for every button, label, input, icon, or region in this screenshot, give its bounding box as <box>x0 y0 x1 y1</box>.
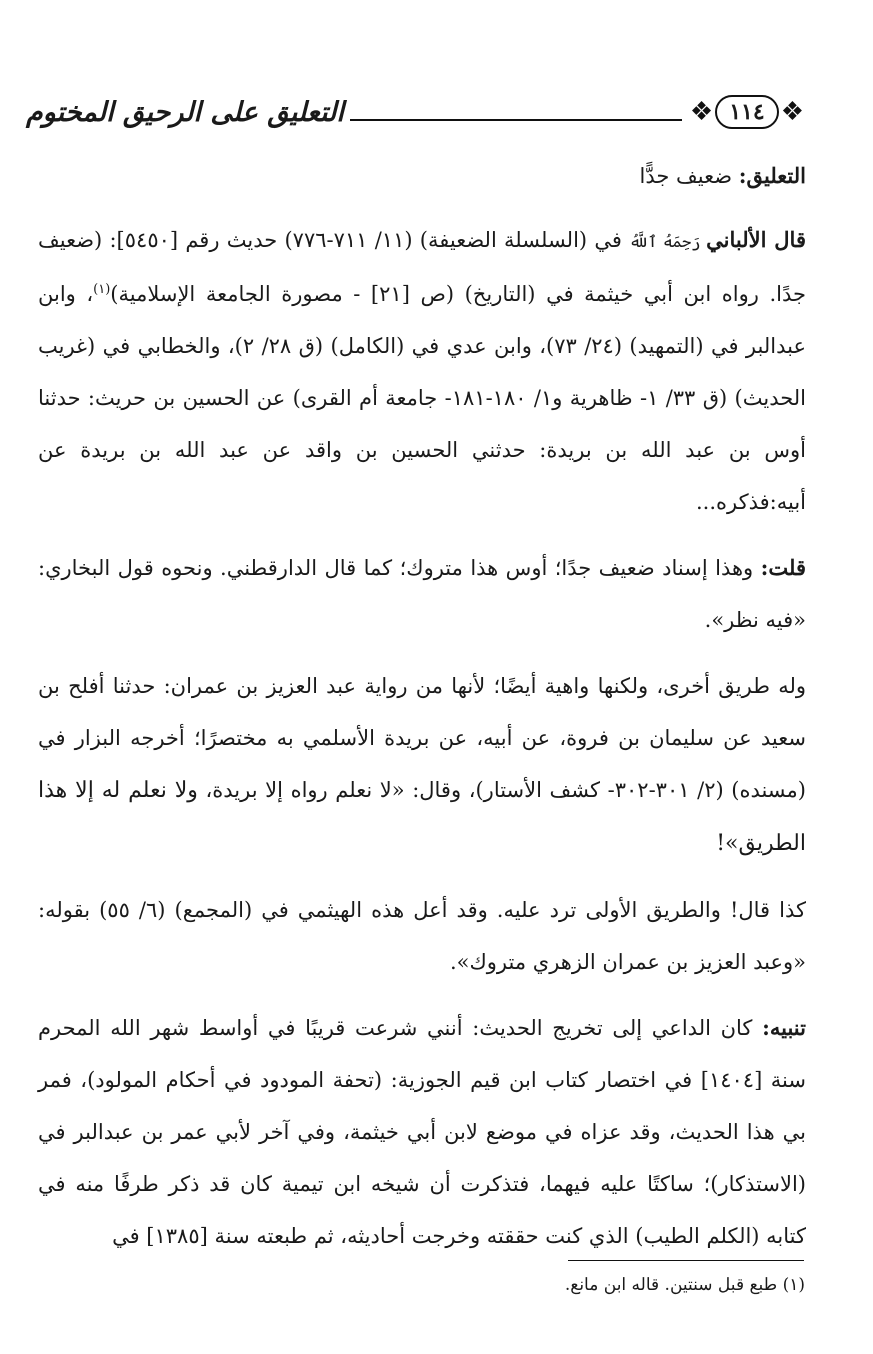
footnote: (١) طبع قبل سنتين. قاله ابن مانع. <box>564 1275 805 1295</box>
paragraph-lead: قلت: <box>760 555 806 580</box>
paragraph-haythami <box>38 884 806 988</box>
main-text <box>38 150 806 1276</box>
paragraph-text: كذا قال! والطريق الأولى ترد عليه. وقد أعل هذه الهيثمي في (المجمع) (٦/ ٥٥) بقوله: «وعبد العزيز بن عمران الزهري متروك». <box>38 898 806 974</box>
paragraph-albani <box>38 214 806 528</box>
paragraph-text: ولا نعلم له إلا هذا الطريق»! <box>38 778 806 856</box>
paragraph-text: وهذا إسناد ضعيف جدًا؛ أوس هذا متروك؛ كما قال الدارقطني. ونحوه قول البخاري: «فيه نظر». <box>38 556 806 632</box>
footnote-rule <box>568 1260 804 1261</box>
paragraph-lead: تنبيه: <box>762 1015 806 1040</box>
ornament-icon: ❖ <box>780 97 804 127</box>
paragraph-text: ، وابن عبدالبر في (التمهيد) (٢٤/ ٧٣)، وابن عدي في (الكامل) (ق ٢٨/ ٢)، والخطابي في (غريب الحديث) (ق ٣٣/ ١- ظاهرية و١/ ١٨٠-١٨١- جامعة أم القرى) عن الحسين بن حريث: حدثنا أوس بن عبد الله بن بريدة: حدثني الحسين بن واقد عن عبد الله بن بريدة عن أبيه:فذكره... <box>38 282 807 514</box>
paragraph-tanbih <box>38 1002 806 1262</box>
paragraph-text: ضعيف جدًّا <box>639 164 739 188</box>
paragraph-text: كان الداعي إلى تخريج الحديث: أنني شرعت قريبًا في أواسط شهر الله المحرم سنة [١٤٠٤] في اختصار كتاب ابن قيم الجوزية: (تحفة المودود في أحكام المولود)، فمر بي هذا الحديث، وقد عزاه في موضع لابن أبي خيثمة، وفي آخر لأبي عمر بن عبدالبر في (الاستذكار)؛ ساكتًا عليه فيهما، فتذكرت أن شيخه ابن تيمية كان قد ذكر طرفًا منه في كتابه (الكلم الطيب) الذي كنت حققته وخرجت أحاديثه، ثم طبعته سنة [١٣٨٥] في <box>38 1016 806 1248</box>
paragraph-other-route <box>38 660 806 870</box>
footnote-ref: (١) <box>93 282 111 297</box>
paragraph-qultu <box>38 542 806 646</box>
book-title: التعليق على الرحيق المختوم <box>26 96 344 128</box>
ornament-icon: ❖ <box>689 97 714 127</box>
paragraph-lead: قال الألباني <box>706 227 806 252</box>
paragraph-text: وله طريق أخرى، ولكنها واهية أيضًا؛ لأنها من رواية عبد العزيز بن عمران: حدثنا أفلح بن سعيد عن سليمان بن فروة، عن أبيه، عن بريدة الأسلمي به مختصرًا؛ أخرجه البزار في (مسنده) (٢/ ٣٠١-٣٠٢- كشف الأستار)، وقال: «لا نعلم رواه إلا بريدة، <box>38 674 806 802</box>
paragraph-lead: التعليق: <box>738 163 806 188</box>
paragraph-text: في (السلسلة الضعيفة) (١١/ ٧١١-٧٧٦) حديث رقم [٥٤٥٠]: (ضعيف جدًا. رواه ابن أبي خيثمة في (التاريخ) (ص [٢١] - مصورة الجامعة الإسلامية) <box>38 228 806 306</box>
page-number: ١١٤ <box>715 95 778 129</box>
header-rule <box>350 119 682 121</box>
paragraph-commentary <box>38 150 806 202</box>
honorific: رَحِمَهُ ٱللَّهُ <box>629 232 707 251</box>
running-header <box>26 88 806 136</box>
